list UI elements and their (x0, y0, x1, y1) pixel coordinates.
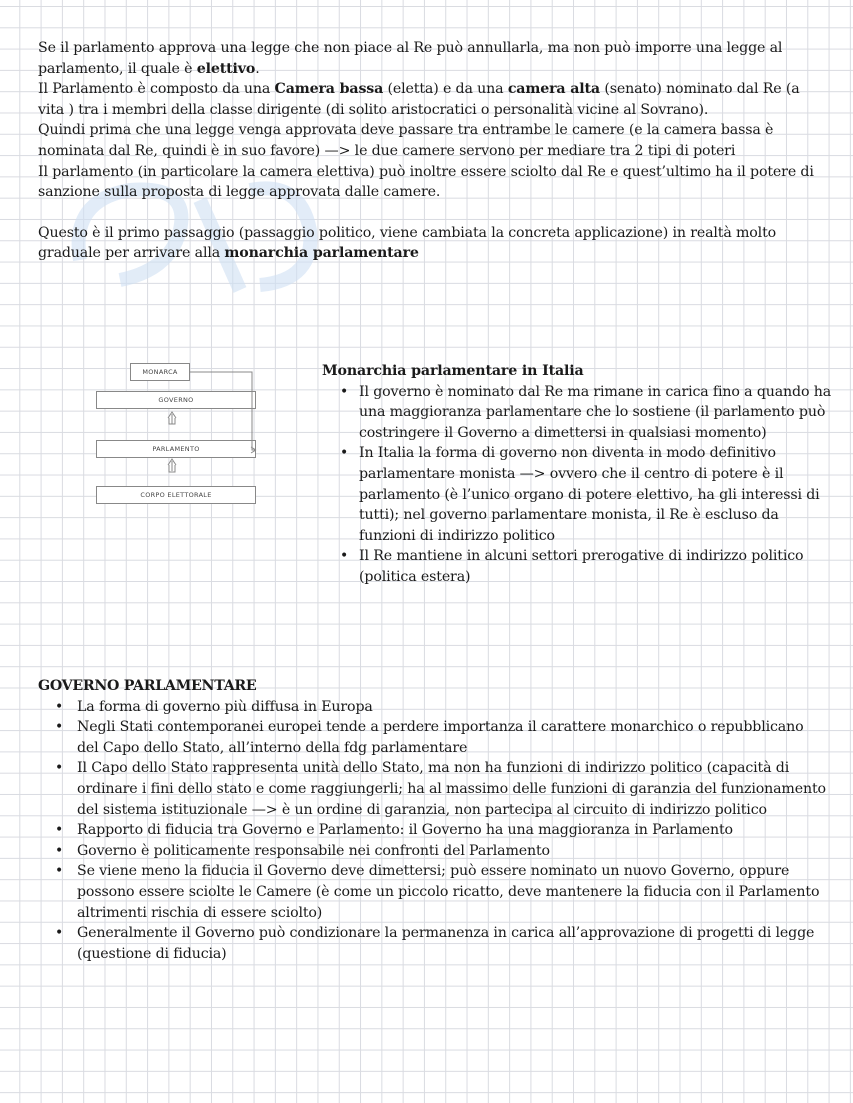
governo-item-7: • Generalmente il Governo può condizionare la permanenza in carica all’approvazione di progetti di legge (questione di fiducia) (38, 923, 828, 964)
italia-title: Monarchia parlamentare in Italia (322, 363, 584, 379)
intro-paragraph-2: Il Parlamento è composto da una Camera bassa (eletta) e da una camera alta (senato) nominato dal Re (a vita ) tra i membri della classe dirigente (di solito aristocratici o personalità vicine al Sovrano). (38, 81, 800, 118)
intro-paragraph-1: Se il parlamento approva una legge che non piace al Re può annullarla, ma non può imporre una legge al parlamento, il quale è elettivo. (38, 40, 783, 77)
governo-item-4: • Rapporto di fiducia tra Governo e Parlamento: il Governo ha una maggioranza in Parlamento (38, 820, 828, 841)
governo-item-1: • La forma di governo più diffusa in Europa (38, 697, 828, 718)
governo-item-2: • Negli Stati contemporanei europei tende a perdere importanza il carattere monarchico o repubblicano del Capo dello Stato, all’interno della fdg parlamentare (38, 717, 828, 758)
italia-item-2: • In Italia la forma di governo non diventa in modo definitivo parlamentare monista —> ovvero che il centro di potere è il parlamento (è l’unico organo di potere elettivo, ha gli interessi di tutti); nel governo parlamentare monista, il Re è escluso da funzioni di indirizzo politico (322, 443, 837, 546)
italia-item-1: • Il governo è nominato dal Re ma rimane in carica fino a quando ha una maggioranza parlamentare che lo sostiene (il parlamento può costringere il Governo a dimettersi in qualsiasi momento) (322, 382, 837, 444)
power-diagram (92, 362, 262, 508)
diagram-monarca-box: MONARCA (130, 363, 190, 381)
governo-item-3: • Il Capo dello Stato rappresenta unità dello Stato, ma non ha funzioni di indirizzo politico (capacità di ordinare i fini dello stato e come raggiungerli; ha al massimo delle funzioni di garanzia del funzionamento del sistema istituzionale —> è un ordine di garanzia, non partecipa al circuito di indirizzo politico (38, 758, 828, 820)
italia-section (322, 361, 837, 588)
governo-section (38, 676, 828, 964)
intro-paragraph-5: Questo è il primo passaggio (passaggio politico, viene cambiata la concreta applicazione) in realtà molto graduale per arrivare alla monarchia parlamentare (38, 224, 777, 262)
intro-paragraph-3: Quindi prima che una legge venga approvata deve passare tra entrambe le camere (e la camera bassa è nominata dal Re, quindi è in suo favore) —> le due camere servono per mediare tra 2 tipi di poteri (38, 122, 774, 159)
governo-list (38, 697, 828, 965)
intro-paragraph-4: Il parlamento (in particolare la camera elettiva) può inoltre essere sciolto dal Re e quest’ultimo ha il potere di sanzione sulla proposta di legge approvata dalle camere. (38, 163, 814, 201)
diagram-corpo-elettorale-box: CORPO ELETTORALE (96, 486, 256, 504)
diagram-arrows (92, 362, 262, 508)
diagram-parlamento-box: PARLAMENTO (96, 440, 256, 458)
governo-item-6: • Se viene meno la fiducia il Governo deve dimettersi; può essere nominato un nuovo Governo, oppure possono essere sciolte le Camere (è come un piccolo ricatto, deve mantenere la fiducia con il Parlamento altrimenti rischia di essere sciolto) (38, 861, 828, 923)
intro-section (38, 38, 828, 264)
italia-item-3: • Il Re mantiene in alcuni settori prerogative di indirizzo politico (politica estera) (322, 546, 837, 587)
governo-title: GOVERNO PARLAMENTARE (38, 678, 257, 694)
italia-list (322, 382, 837, 588)
diagram-governo-box: GOVERNO (96, 391, 256, 409)
governo-item-5: • Governo è politicamente responsabile nei confronti del Parlamento (38, 841, 828, 862)
